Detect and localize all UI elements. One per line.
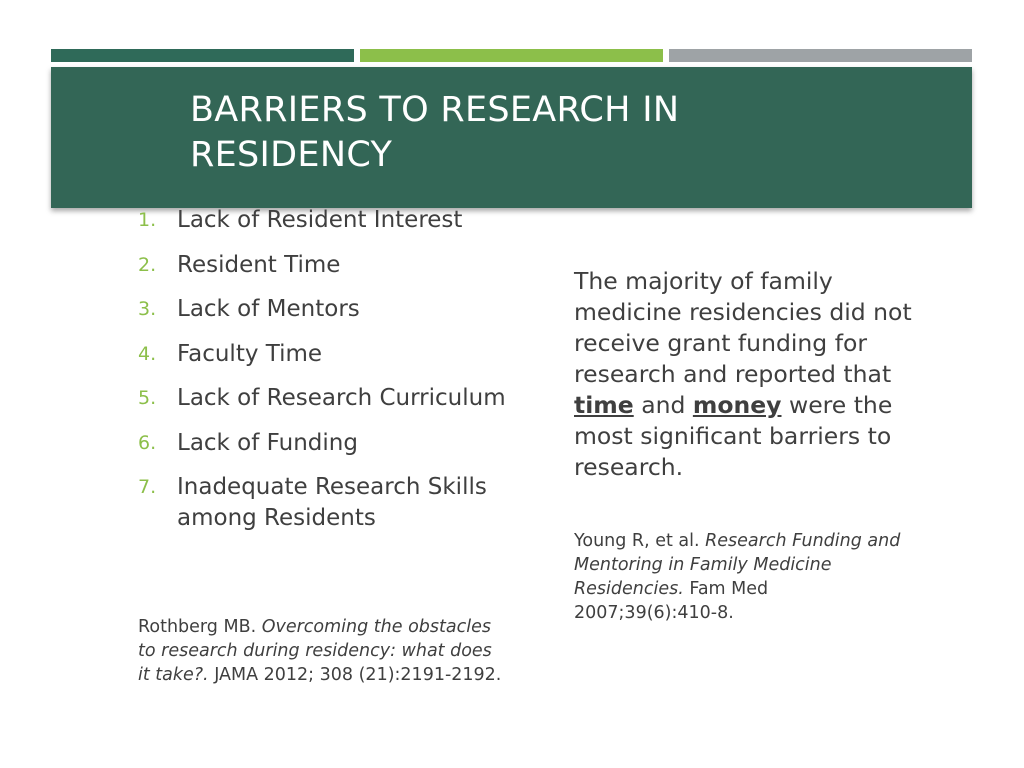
list-item — [138, 383, 518, 414]
list-number: 5. — [138, 387, 157, 409]
reference-author: Young R, et al. — [574, 531, 706, 551]
list-number: 7. — [138, 476, 157, 498]
reference-title: Research Funding and Mentoring in Family Medicine Residencies. — [574, 531, 901, 599]
list-number: 3. — [138, 298, 157, 320]
reference-title: Overcoming the obstacles to research during residency: what does it take?. — [138, 617, 492, 685]
list-item-text: Lack of Research Curriculum — [177, 385, 506, 411]
slide-title: BARRIERS TO RESEARCH IN RESIDENCY — [190, 90, 680, 175]
reference-author: Rothberg MB. — [138, 617, 262, 637]
list-item-text: Lack of Mentors — [177, 296, 360, 322]
left-reference — [138, 615, 508, 687]
list-item-text: Resident Time — [177, 251, 341, 278]
title-band — [51, 67, 972, 208]
list-item — [138, 294, 518, 325]
list-item — [138, 250, 518, 281]
list-item — [138, 428, 518, 459]
list-item — [138, 339, 518, 370]
statement-text: were the most significant barriers to research. — [574, 391, 893, 481]
list-number: 1. — [138, 209, 157, 231]
right-reference — [574, 529, 904, 625]
list-item-text: Lack of Funding — [177, 429, 358, 456]
emphasis-money: money — [692, 391, 782, 419]
accent-bar-dark-green — [51, 49, 354, 62]
statement-text: and — [633, 391, 693, 419]
list-item-text: Lack of Resident Interest — [177, 207, 463, 233]
list-item — [138, 472, 518, 534]
list-item — [138, 205, 518, 236]
barrier-list — [138, 205, 518, 548]
list-item-text: Faculty Time — [177, 340, 323, 367]
list-number: 4. — [138, 342, 157, 365]
accent-bar-gray — [669, 49, 972, 62]
list-number: 2. — [138, 253, 157, 276]
emphasis-time: time — [574, 391, 634, 419]
reference-source: Fam Med 2007;39(6):410-8. — [574, 579, 769, 623]
reference-source: JAMA 2012; 308 (21):2191-2192. — [208, 665, 502, 685]
statement-text: The majority of family medicine residencies did not receive grant funding for research and reported that — [574, 267, 912, 388]
list-item-text: Inadequate Research Skills among Residents — [177, 474, 487, 531]
accent-bar-light-green — [360, 49, 663, 62]
list-number: 6. — [138, 431, 157, 454]
main-statement — [574, 266, 919, 483]
